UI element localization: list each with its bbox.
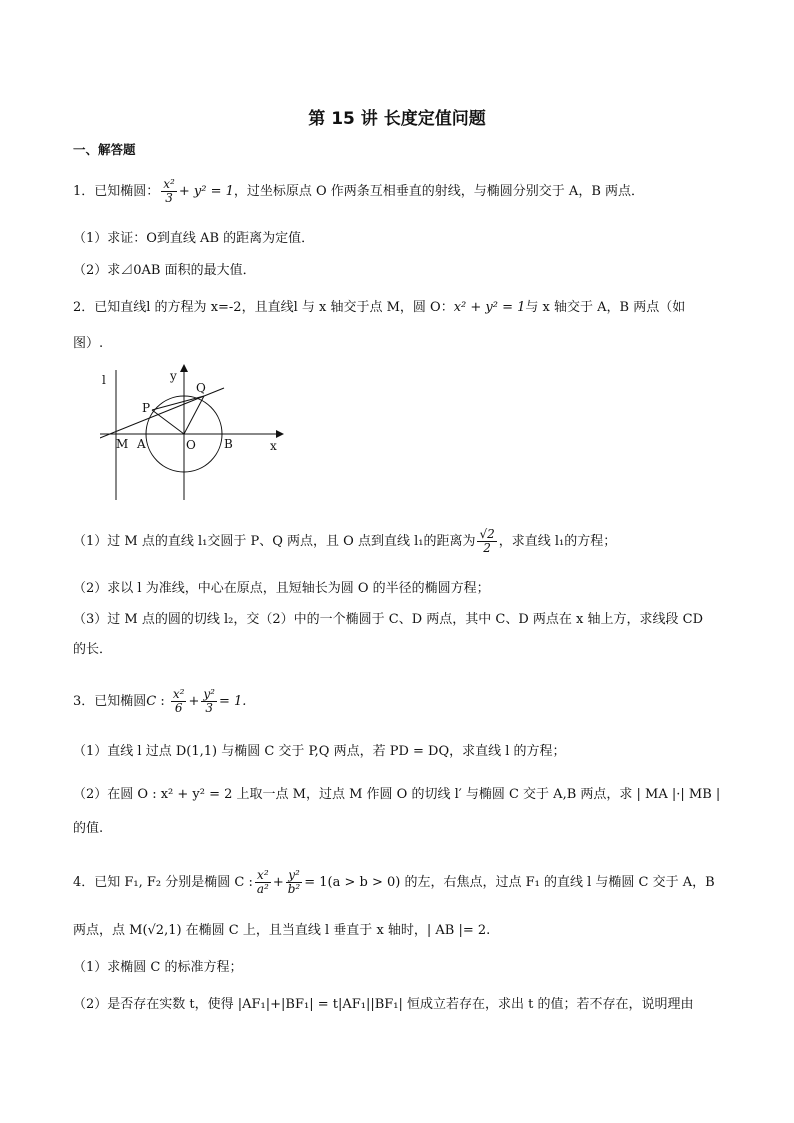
problem-3-equation-tail: = 1. <box>218 694 247 709</box>
fraction-numerator: x² <box>163 177 175 191</box>
fraction-denominator: b² <box>287 882 301 896</box>
problem-1-fraction <box>161 178 177 205</box>
fraction-numerator: y² <box>286 869 303 883</box>
fraction-numerator: y² <box>203 687 215 701</box>
problem-4-question-2: （2）是否存在实数 t，使得 |AF₁|+|BF₁| = t|AF₁||BF₁| 恒成立若存在，求出 t 的值；若不存在，说明理由 <box>73 997 694 1012</box>
problem-2-question-3-cont: 的长． <box>73 642 113 657</box>
problem-2-statement <box>73 299 685 317</box>
fraction-denominator: 3 <box>165 191 173 205</box>
problem-3-question-2-cont: 的值. <box>73 821 104 836</box>
page-title: 第 15 讲 长度定值问题 <box>308 109 486 129</box>
problem-1-question-1: （1）求证：O到直线 AB 的距离为定值． <box>73 231 315 246</box>
segment-op <box>152 410 184 434</box>
problem-2-figure <box>100 360 290 510</box>
problem-3-question-1: （1）直线 l 过点 D(1,1) 与椭圆 C 交于 P,Q 两点，若 PD = DQ，求直线 l 的方程； <box>73 744 566 759</box>
fraction-denominator: a² <box>256 882 269 896</box>
fraction-denominator: 3 <box>205 701 213 715</box>
fraction-denominator: 6 <box>174 701 183 715</box>
fraction-denominator: 2 <box>483 541 491 555</box>
problem-3-fraction-1 <box>171 688 187 715</box>
problem-3-fraction-2 <box>201 688 217 715</box>
problem-2-q1-tail: ，求直线 l₁的方程； <box>498 534 617 549</box>
problem-2-q1-lead: （1）过 M 点的直线 l₁交圆于 P、Q 两点，且 O 点到直线 l₁的距离为 <box>73 534 476 549</box>
problem-3-lead: 3．已知椭圆 <box>73 694 147 709</box>
problem-2-rest: 与 x 轴交于 A，B 两点（如 <box>525 300 686 315</box>
problem-2-question-2: （2）求以 l 为准线，中心在原点，且短轴长为圆 O 的半径的椭圆方程； <box>73 581 490 596</box>
fraction-numerator: x² <box>255 869 271 883</box>
x-axis-arrow-icon <box>276 430 284 438</box>
problem-1-statement <box>73 178 644 205</box>
problem-4-lead: 4．已知 F₁, F₂ 分别是椭圆 C : <box>73 875 253 890</box>
label-x: x <box>270 439 277 453</box>
problem-2-lead: 2．已知直线l 的方程为 x=-2，且直线l 与 x 轴交于点 M，圆 O： <box>73 300 454 315</box>
problem-4-statement: 4．已知 F₁, F₂ 分别是椭圆 C : $\frac{\text{x²}}{\text{a²}}$ + $\frac{\text{y²}}{\text{b²}}$ = 1(a > b > 0) 的左，右焦点，过点 F₁ 的直线 l 与椭圆 C 交于 A，B <box>73 868 715 896</box>
label-b: B <box>224 437 233 451</box>
problem-2-statement-cont: 图）. <box>73 336 104 351</box>
problem-1-equation-tail: + y² = 1 <box>178 184 234 199</box>
segment-pq <box>152 396 204 410</box>
problem-2-question-3: （3）过 M 点的圆的切线 l₂，交（2）中的一个椭圆于 C、D 两点，其中 C、D 两点在 x 轴上方，求线段 CD <box>73 612 703 627</box>
label-y: y <box>170 369 177 383</box>
problem-4-fraction-1 <box>255 869 271 896</box>
label-q: Q <box>196 381 206 395</box>
problem-2-q1-fraction <box>477 528 496 555</box>
segment-oq <box>184 396 204 434</box>
label-p: P <box>142 401 151 415</box>
problem-2-circle-equation: x² + y² = 1 <box>453 300 526 315</box>
label-m: M <box>116 437 129 451</box>
problem-4-statement-cont: 两点，点 M(√2,1) 在椭圆 C 上，且当直线 l 垂直于 x 轴时，| AB |= 2. <box>73 923 491 938</box>
problem-3-question-2: （2）在圆 O : x² + y² = 2 上取一点 M，过点 M 作圆 O 的切线 l′ 与椭圆 C 交于 A,B 两点，求 | MA |·| MB | <box>73 787 721 802</box>
label-o: O <box>186 438 196 452</box>
problem-4-equation-tail: = 1(a > b > 0) 的左，右焦点，过点 F₁ 的直线 l 与椭圆 C 交于 A，B <box>304 875 715 890</box>
section-heading: 一、解答题 <box>73 142 136 157</box>
problem-4-question-1: （1）求椭圆 C 的标准方程； <box>73 960 243 975</box>
problem-4-fraction-2 <box>286 869 303 896</box>
label-a: A <box>137 437 146 451</box>
fraction-numerator: x² <box>172 687 185 701</box>
problem-1-rest: ，过坐标原点 O 作两条互相垂直的射线，与椭圆分别交于 A，B 两点． <box>233 184 645 199</box>
problem-3-ellipse-name: C <box>146 694 157 709</box>
label-l: l <box>102 373 106 387</box>
y-axis-arrow-icon <box>180 364 188 372</box>
problem-1-question-2: （2）求⊿0AB 面积的最大值． <box>73 263 256 278</box>
fraction-numerator: √2 <box>479 527 495 541</box>
problem-1-lead: 1．已知椭圆： <box>73 184 160 199</box>
problem-2-question-1 <box>73 528 616 555</box>
problem-3-statement: 3．已知椭圆C : $\frac{\text{x²}}{6}$ + $\frac{\text{y²}}{3}$ = 1. <box>73 687 247 715</box>
